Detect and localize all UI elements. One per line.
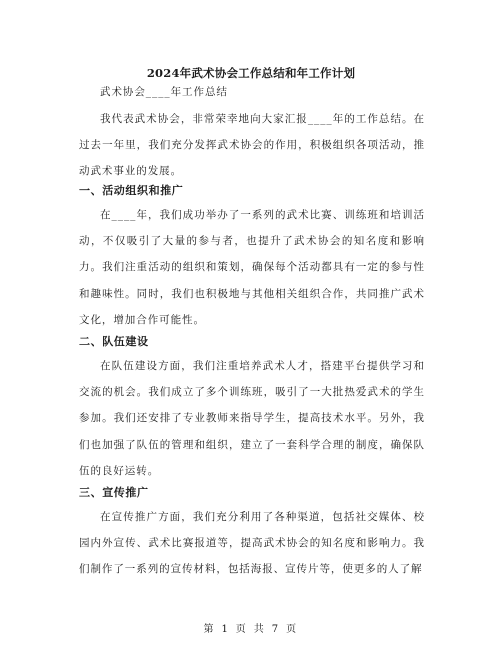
- intro-paragraph: 我代表武术协会，非常荣幸地向大家汇报____年的工作总结。在过去一年里，我们充分发挥武术协会的作用，积极组织各项活动，推动武术事业的发展。: [79, 113, 425, 178]
- section-heading-promotion: 三、宣传推广: [79, 486, 149, 499]
- document-subtitle: 武术协会____年工作总结: [100, 86, 228, 98]
- page-number-footer: 第 1 页 共 7 页: [203, 624, 299, 635]
- section-body-promotion: 在宣传推广方面，我们充分利用了各种渠道，包括社交媒体、校园内外宣传、武术比赛报道等，提高武术协会的知名度和影响力。我们制作了一系列的宣传材料，包括海报、宣传片等，使更多的人了解: [79, 511, 425, 576]
- section-body-activities: 在____年，我们成功举办了一系列的武术比赛、训练班和培训活动，不仅吸引了大量的参与者，也提升了武术协会的知名度和影响力。我们注重活动的组织和策划，确保每个活动都具有一定的参与性和趣味性。同时，我们也积极地与其他相关组织合作，共同推广武术文化，增加合作可能性。: [79, 209, 425, 326]
- section-body-team: 在队伍建设方面，我们注重培养武术人才，搭建平台提供学习和交流的机会。我们成立了多个训练班，吸引了一大批热爱武术的学生参加。我们还安排了专业教师来指导学生，提高技术水平。另外，我们也加强了队伍的管理和组织，建立了一套科学合理的制度，确保队伍的良好运转。: [79, 360, 425, 477]
- document-title: 2024年武术协会工作总结和年工作计划: [146, 66, 356, 80]
- section-heading-team: 二、队伍建设: [79, 335, 149, 348]
- section-heading-activities: 一、活动组织和推广: [79, 184, 184, 197]
